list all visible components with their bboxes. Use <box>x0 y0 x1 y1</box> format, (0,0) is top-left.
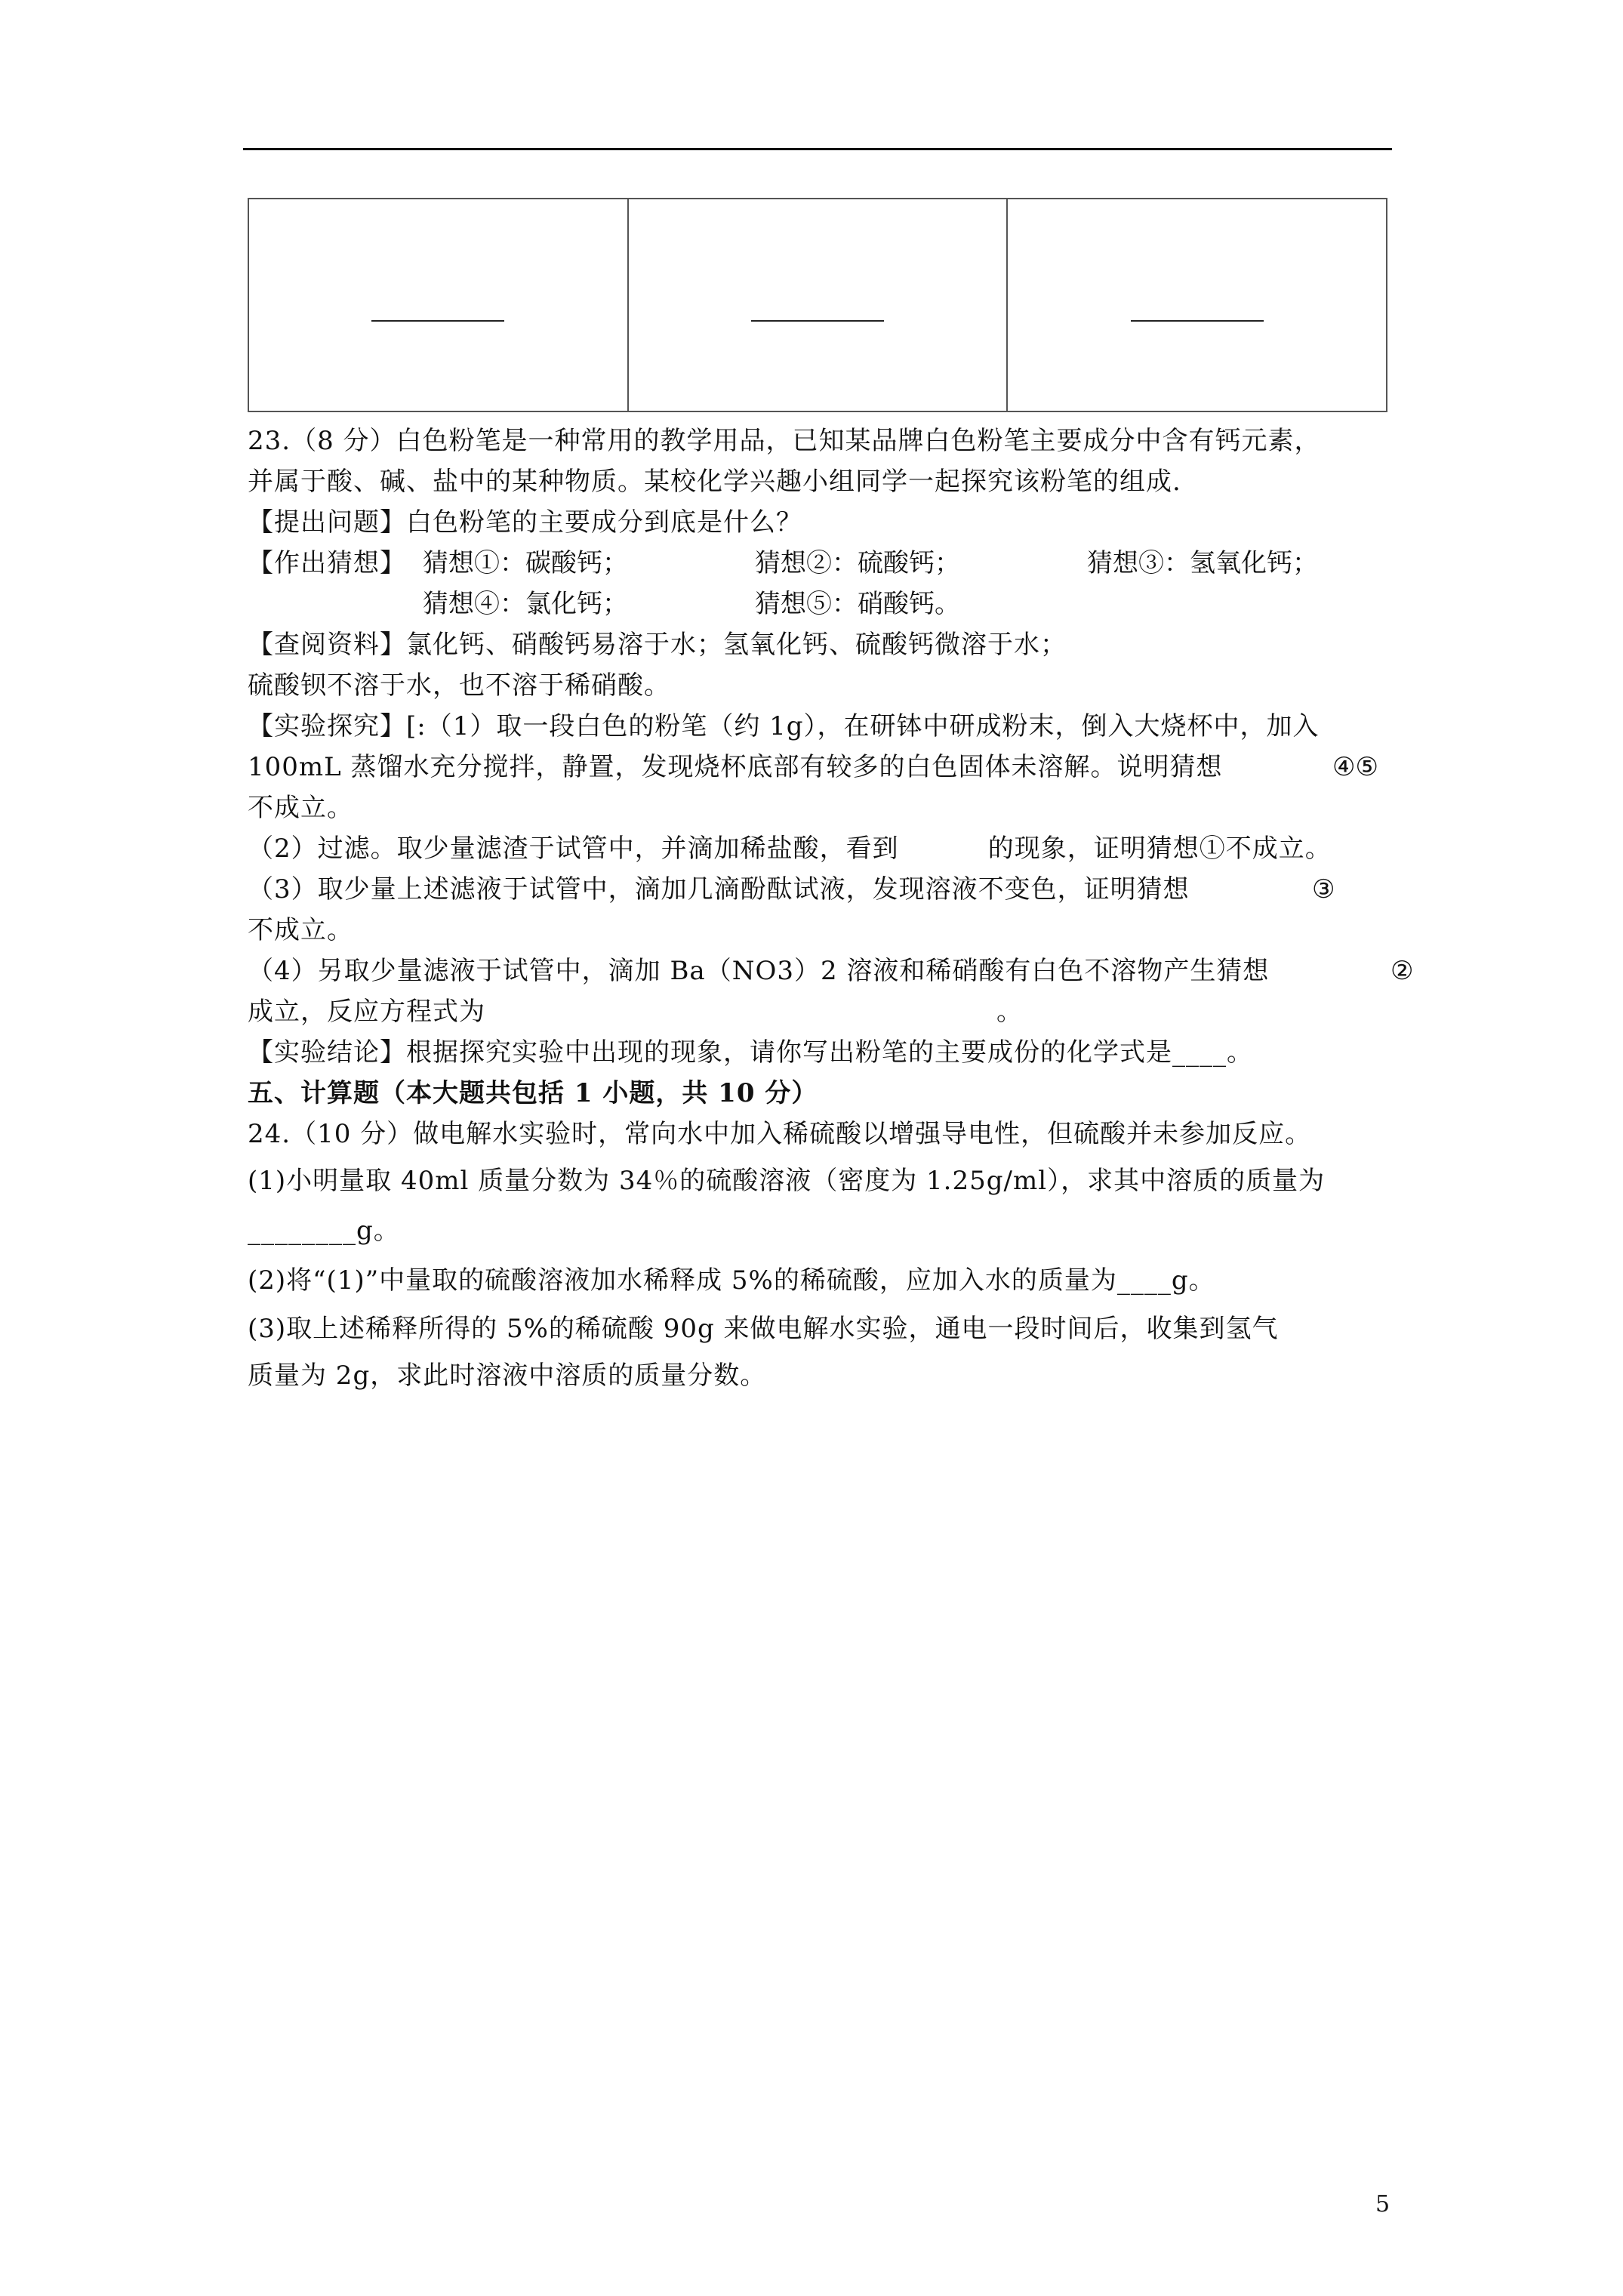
hypothesis-5: 猜想⑤：硝酸钙。 <box>755 589 960 619</box>
answer-blank-1 <box>371 320 504 322</box>
table-cell-2 <box>628 199 1008 411</box>
q23-experiment-3a-answer: ③ <box>1312 874 1335 905</box>
q23-intro-1: 23.（8 分）白色粉笔是一种常用的教学用品，已知某品牌白色粉笔主要成分中含有钙元素， <box>248 426 1321 456</box>
q23-reference-2: 硫酸钡不溶于水，也不溶于稀硝酸。 <box>248 670 670 701</box>
q24-intro: 24.（10 分）做电解水实验时，常向水中加入稀硫酸以增强导电性，但硫酸并未参加反应。 <box>248 1119 1312 1149</box>
section5-title: 五、计算题（本大题共包括 1 小题，共 10 分） <box>248 1078 818 1108</box>
q23-experiment-3b: 不成立。 <box>248 915 353 945</box>
q23-experiment-1c: 不成立。 <box>248 793 353 823</box>
answer-blank-2 <box>751 320 884 322</box>
hypothesis-1: 猜想①：碳酸钙； <box>423 548 628 578</box>
q23-experiment-4b: 成立，反应方程式为 <box>248 997 485 1027</box>
answer-blank-3 <box>1131 320 1264 322</box>
page-number: 5 <box>1375 2191 1390 2217</box>
q23-experiment-4b-end: 。 <box>996 997 1022 1027</box>
q24-part-1b: ________g。 <box>248 1216 400 1246</box>
header-rule <box>243 148 1392 150</box>
q23-reference-1: 【查阅资料】氯化钙、硝酸钙易溶于水；氢氧化钙、硫酸钙微溶于水； <box>248 630 1067 660</box>
q23-question: 【提出问题】白色粉笔的主要成分到底是什么？ <box>248 507 802 538</box>
q24-part-2: (2)将“(1)”中量取的硫酸溶液加水稀释成 5%的稀硫酸，应加入水的质量为____g。 <box>248 1265 1215 1296</box>
q24-part-1a: (1)小明量取 40ml 质量分数为 34％的硫酸溶液（密度为 1.25g/ml），求其中溶质的质量为 <box>248 1166 1326 1196</box>
q23-conclusion: 【实验结论】根据探究实验中出现的现象，请你写出粉笔的主要成份的化学式是____。 <box>248 1037 1253 1068</box>
q23-intro-2: 并属于酸、碱、盐中的某种物质。某校化学兴趣小组同学一起探究该粉笔的组成. <box>248 467 1181 497</box>
q23-hypothesis-label: 【作出猜想】 <box>248 548 406 578</box>
hypothesis-4: 猜想④：氯化钙； <box>423 589 628 619</box>
q23-experiment-1a: 【实验探究】[:（1）取一段白色的粉笔（约 1g），在研钵中研成粉末，倒入大烧杯中，加入 <box>248 711 1320 741</box>
q23-experiment-2: （2）过滤。取少量滤渣于试管中，并滴加稀盐酸，看到 的现象，证明猜想①不成立。 <box>248 834 1332 864</box>
table-cell-1 <box>248 199 628 411</box>
q23-experiment-1b-answer: ④⑤ <box>1332 752 1378 782</box>
q23-experiment-3a: （3）取少量上述滤液于试管中，滴加几滴酚酞试液，发现溶液不变色，证明猜想 <box>248 874 1190 905</box>
q23-experiment-4a: （4）另取少量滤液于试管中，滴加 Ba（NO3）2 溶液和稀硝酸有白色不溶物产生猜想 <box>248 956 1270 986</box>
q24-part-3b: 质量为 2g，求此时溶液中溶质的质量分数。 <box>248 1361 767 1391</box>
hypothesis-2: 猜想②：硫酸钙； <box>755 548 960 578</box>
q23-experiment-1b: 100mL 蒸馏水充分搅拌，静置，发现烧杯底部有较多的白色固体未溶解。说明猜想 <box>248 752 1223 782</box>
q23-experiment-4a-answer: ② <box>1390 956 1414 986</box>
table-row <box>248 199 1387 411</box>
table-cell-3 <box>1007 199 1387 411</box>
answer-table <box>248 198 1387 412</box>
q24-part-3a: (3)取上述稀释所得的 5%的稀硫酸 90g 来做电解水实验，通电一段时间后，收集到氢气 <box>248 1314 1279 1344</box>
hypothesis-3: 猜想③：氢氧化钙； <box>1087 548 1318 578</box>
